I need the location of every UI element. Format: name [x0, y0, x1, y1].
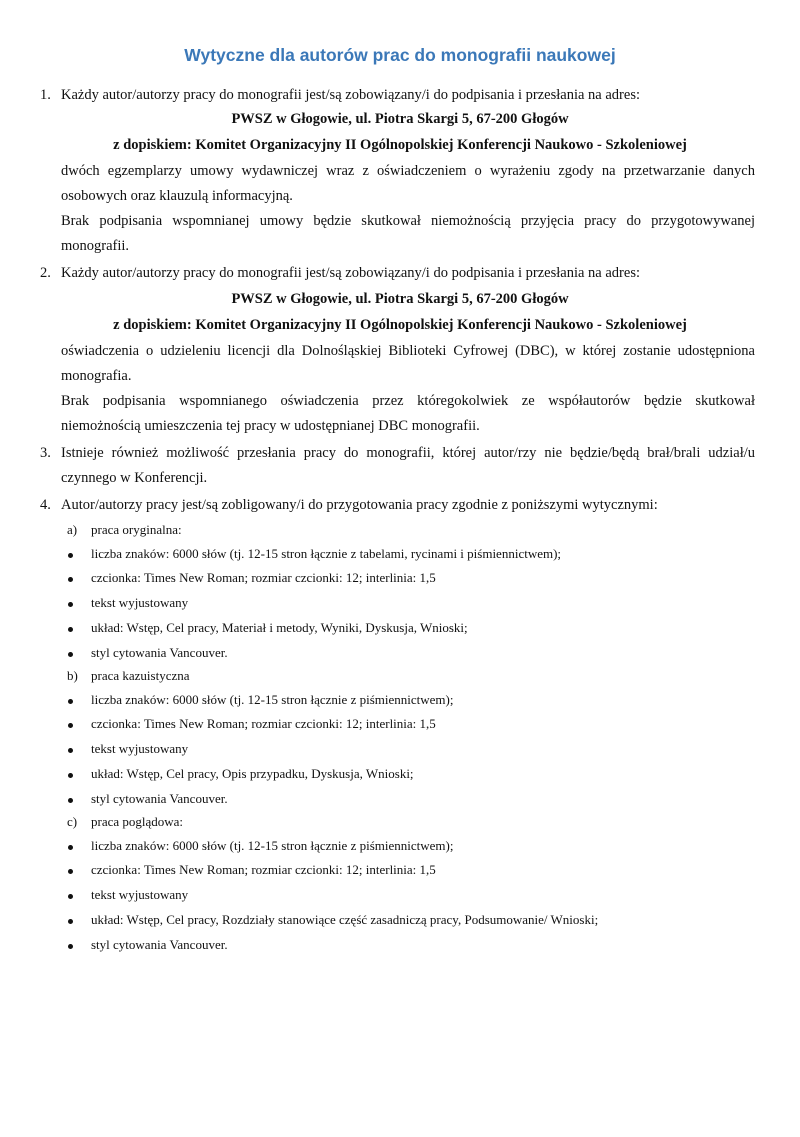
- address-note: z dopiskiem: Komitet Organizacyjny II Ogólnopolskiej Konferencji Naukowo - Szkoleniowej: [113, 137, 687, 153]
- bullet-item: liczba znaków: 6000 słów (tj. 12-15 stron łącznie z tabelami, rycinami i piśmiennictwem);: [91, 546, 562, 561]
- item-intro: Każdy autor/autorzy pracy do monografii jest/są zobowiązany/i do podpisania i przesłania na adres:: [61, 265, 640, 281]
- bullet-icon: [68, 577, 73, 582]
- subsection-letter: b): [67, 668, 78, 683]
- bullet-item: układ: Wstęp, Cel pracy, Rozdziały stanowiące część zasadniczą pracy, Podsumowanie/ Wnioski;: [91, 912, 599, 927]
- bullet-icon: [68, 773, 73, 778]
- bullet-icon: [68, 798, 73, 803]
- paragraph-line: oświadczenia o udzieleniu licencji dla Dolnośląskiej Biblioteki Cyfrowej (DBC), w której zostanie udostępniona: [61, 343, 755, 359]
- paragraph-line: czynnego w Konferencji.: [61, 470, 208, 486]
- page-title: Wytyczne dla autorów prac do monografii naukowej: [184, 45, 616, 65]
- bullet-item: czcionka: Times New Roman; rozmiar czcionki: 12; interlinia: 1,5: [91, 716, 436, 731]
- paragraph-line: osobowych oraz klauzulą informacyjną.: [61, 188, 293, 204]
- paragraph-line: monografia.: [61, 368, 132, 384]
- bullet-item: styl cytowania Vancouver.: [91, 937, 228, 952]
- bullet-item: tekst wyjustowany: [91, 741, 189, 756]
- address-line: PWSZ w Głogowie, ul. Piotra Skargi 5, 67-200 Głogów: [231, 291, 569, 307]
- paragraph-line: monografii.: [61, 238, 130, 254]
- subsection-label: praca oryginalna:: [91, 522, 182, 537]
- bullet-icon: [68, 602, 73, 607]
- bullet-icon: [68, 894, 73, 899]
- bullet-item: styl cytowania Vancouver.: [91, 791, 228, 806]
- item-intro: Autor/autorzy pracy jest/są zobligowany/i do przygotowania pracy zgodnie z poniższymi wytycznymi:: [61, 497, 658, 513]
- bullet-item: czcionka: Times New Roman; rozmiar czcionki: 12; interlinia: 1,5: [91, 570, 436, 585]
- bullet-icon: [68, 553, 73, 558]
- subsection-letter: c): [67, 814, 78, 829]
- list-number: 2.: [40, 265, 51, 281]
- bullet-icon: [68, 627, 73, 632]
- list-number: 4.: [40, 497, 51, 513]
- bullet-icon: [68, 699, 73, 704]
- address-line: PWSZ w Głogowie, ul. Piotra Skargi 5, 67-200 Głogów: [231, 111, 569, 127]
- paragraph-line: Brak podpisania wspomnianego oświadczenia przez któregokolwiek ze współautorów będzie skutkował: [61, 393, 755, 409]
- bullet-item: układ: Wstęp, Cel pracy, Materiał i metody, Wyniki, Dyskusja, Wnioski;: [91, 620, 468, 635]
- bullet-icon: [68, 845, 73, 850]
- subsection-label: praca poglądowa:: [91, 814, 184, 829]
- paragraph-line: Istnieje również możliwość przesłania pracy do monografii, której autor/rzy nie będzie/będą brał/brali udział/u: [61, 445, 755, 461]
- bullet-item: liczba znaków: 6000 słów (tj. 12-15 stron łącznie z piśmiennictwem);: [91, 838, 454, 853]
- list-number: 1.: [40, 87, 51, 103]
- bullet-icon: [68, 652, 73, 657]
- bullet-item: układ: Wstęp, Cel pracy, Opis przypadku, Dyskusja, Wnioski;: [91, 766, 414, 781]
- address-note: z dopiskiem: Komitet Organizacyjny II Ogólnopolskiej Konferencji Naukowo - Szkoleniowej: [113, 317, 687, 333]
- paragraph-line: Brak podpisania wspomnianej umowy będzie skutkował niemożnością przyjęcia pracy do przygotowywanej: [61, 213, 755, 229]
- subsection-letter: a): [67, 522, 78, 537]
- list-number: 3.: [40, 445, 51, 461]
- bullet-item: styl cytowania Vancouver.: [91, 645, 228, 660]
- bullet-icon: [68, 748, 73, 753]
- item-intro: Każdy autor/autorzy pracy do monografii jest/są zobowiązany/i do podpisania i przesłania na adres:: [61, 87, 640, 103]
- bullet-item: tekst wyjustowany: [91, 595, 189, 610]
- bullet-icon: [68, 919, 73, 924]
- paragraph-line: niemożnością umieszczenia tej pracy w udostępnianej DBC monografii.: [61, 418, 480, 434]
- bullet-icon: [68, 944, 73, 949]
- bullet-icon: [68, 869, 73, 874]
- bullet-item: tekst wyjustowany: [91, 887, 189, 902]
- subsection-label: praca kazuistyczna: [91, 668, 190, 683]
- bullet-icon: [68, 723, 73, 728]
- paragraph-line: dwóch egzemplarzy umowy wydawniczej wraz z oświadczeniem o wyrażeniu zgody na przetwarzanie danych: [61, 163, 755, 179]
- bullet-item: liczba znaków: 6000 słów (tj. 12-15 stron łącznie z piśmiennictwem);: [91, 692, 454, 707]
- bullet-item: czcionka: Times New Roman; rozmiar czcionki: 12; interlinia: 1,5: [91, 862, 436, 877]
